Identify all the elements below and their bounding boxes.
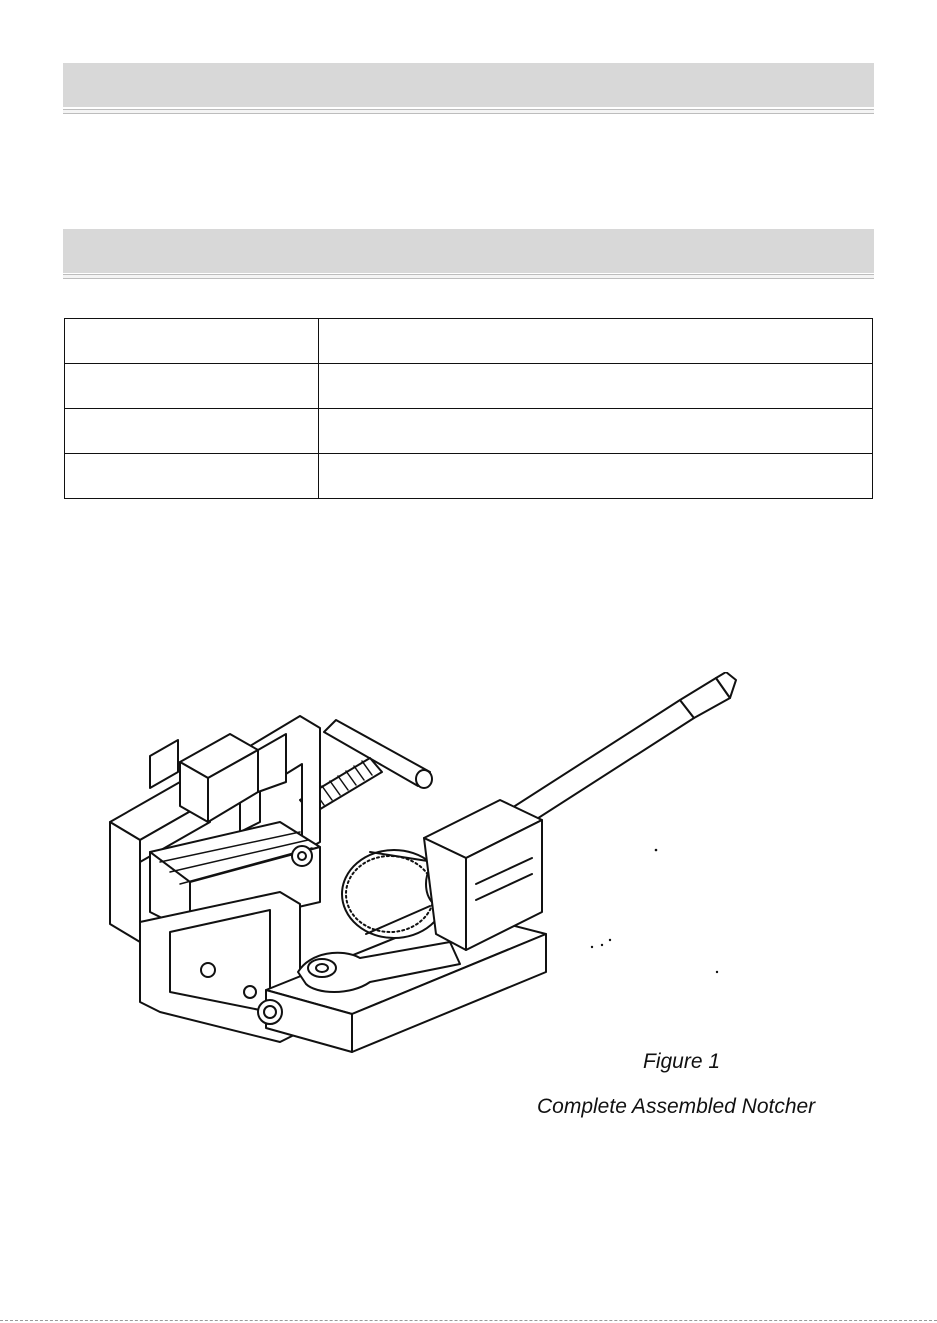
spec-label (65, 454, 319, 499)
specification-table (64, 318, 873, 499)
page-bottom-rule (0, 1320, 937, 1321)
spec-value (319, 454, 873, 499)
spec-label (65, 364, 319, 409)
section-heading-band-1 (63, 63, 874, 107)
notcher-assembly-illustration (80, 672, 860, 1134)
figure-caption: Complete Assembled Notcher (537, 1095, 816, 1118)
spec-value (319, 409, 873, 454)
table-row (65, 454, 873, 499)
spec-value (319, 364, 873, 409)
section-heading-band-2 (63, 229, 874, 273)
table-row (65, 409, 873, 454)
spec-value (319, 319, 873, 364)
table-row (65, 319, 873, 364)
spec-label (65, 319, 319, 364)
figure-number: Figure 1 (643, 1050, 721, 1073)
spec-label (65, 409, 319, 454)
table-row (65, 364, 873, 409)
movable-jaw-drawing (180, 734, 286, 822)
section-heading-rule-1 (63, 109, 874, 114)
section-heading-rule-2 (63, 274, 874, 279)
print-speckles (591, 849, 718, 973)
